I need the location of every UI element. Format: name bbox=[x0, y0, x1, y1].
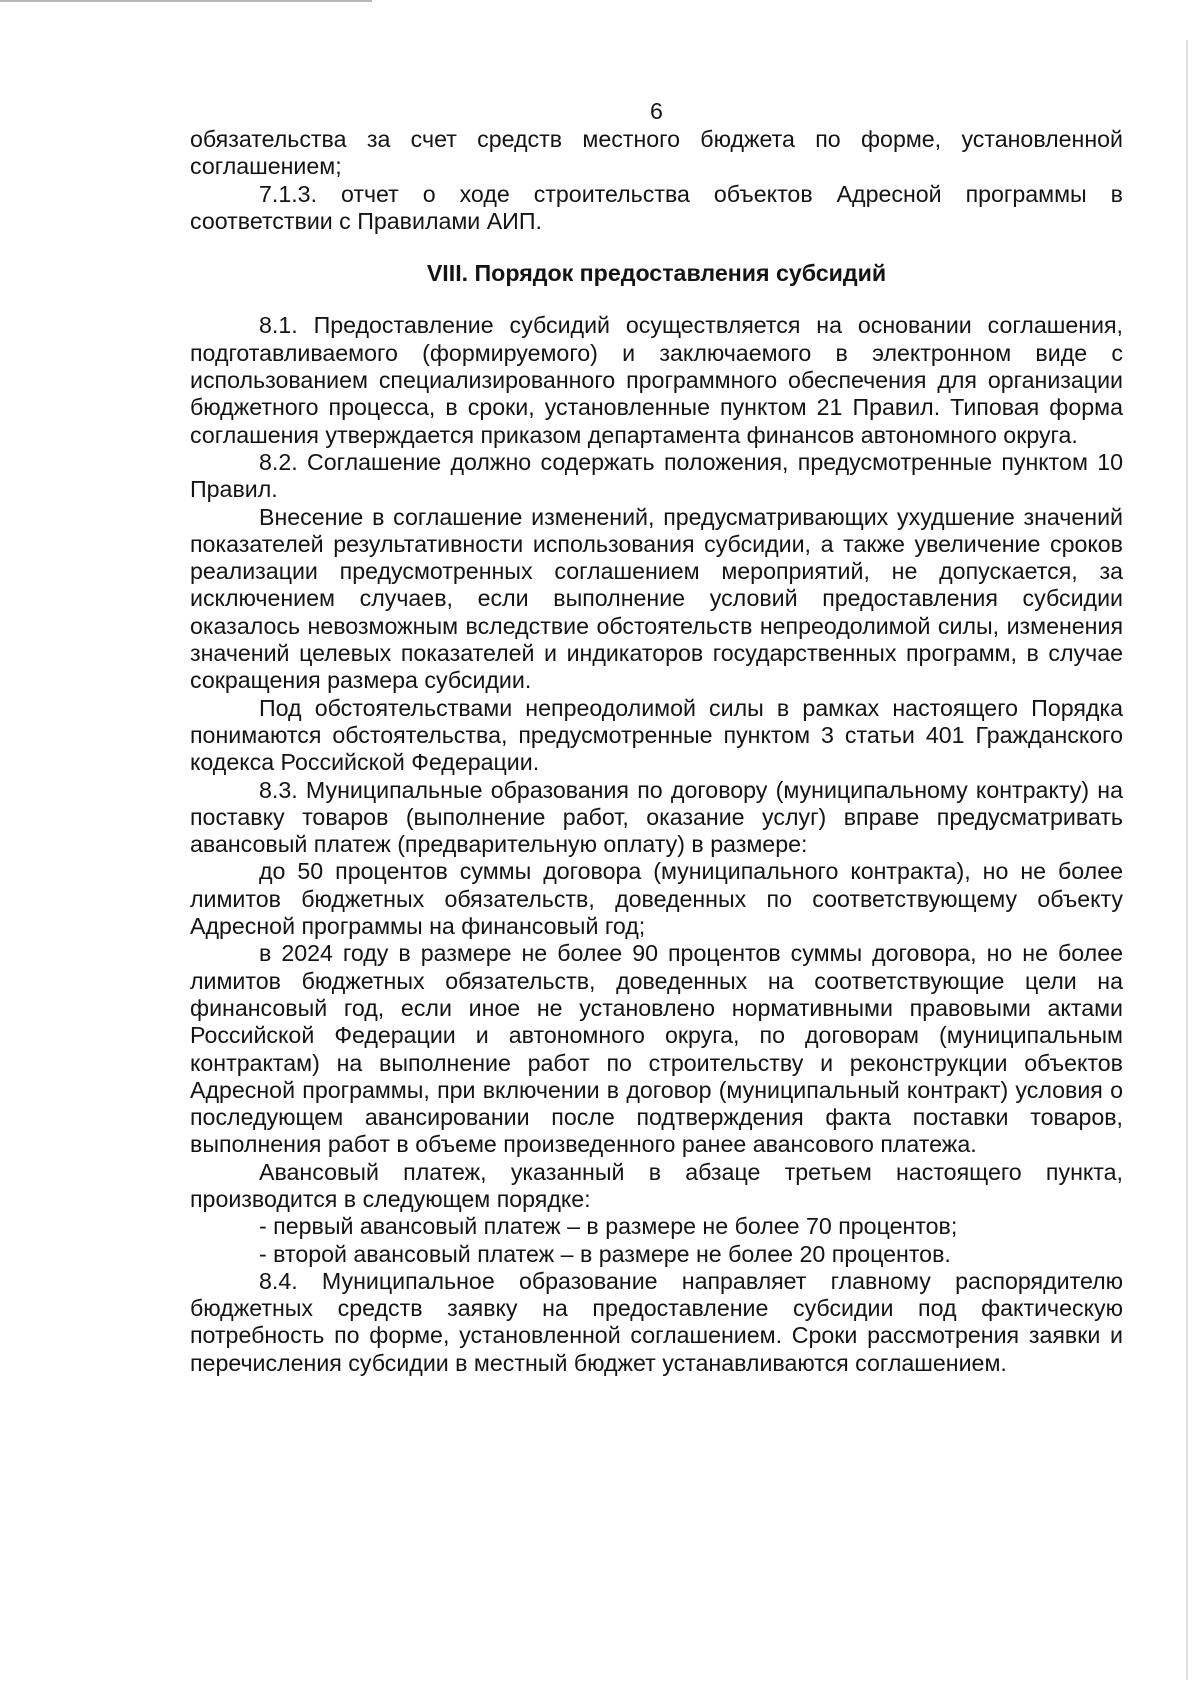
paragraph-continuation: обязательства за счет средств местного бюджета по форме, установленной соглашением; bbox=[190, 126, 1123, 180]
document-body bbox=[190, 96, 1123, 1377]
page-number: 6 bbox=[650, 98, 663, 124]
paragraph-7-1-3: 7.1.3. отчет о ходе строительства объектов Адресной программы в соответствии с Правилами АИП. bbox=[190, 180, 1123, 234]
paragraph-8-2: 8.2. Соглашение должно содержать положения, предусмотренные пунктом 10 Правил. bbox=[190, 448, 1123, 503]
scan-edge-right bbox=[1186, 40, 1188, 1680]
list-item-first-advance: - первый авансовый платеж – в размере не более 70 процентов; bbox=[259, 1213, 958, 1240]
section-heading: VIII. Порядок предоставления субсидий bbox=[426, 260, 887, 287]
paragraph-advance-50: до 50 процентов суммы договора (муниципального контракта), но не более лимитов бюджетных обязательств, доведенных по соответствующему объекту Адресной программы на финансовый год; bbox=[190, 858, 1123, 940]
paragraph-advance-order: Авансовый платеж, указанный в абзаце третьем настоящего пункта, производится в следующем порядке: bbox=[190, 1158, 1123, 1212]
paragraph-force-majeure: Под обстоятельствами непреодолимой силы в рамках настоящего Порядка понимаются обстоятельства, предусмотренные пунктом 3 статьи 401 Гражданского кодекса Российской Федерации. bbox=[190, 694, 1123, 776]
paragraph-advance-2024: в 2024 году в размере не более 90 процентов суммы договора, но не более лимитов бюджетных обязательств, доведенных на соответствующие цели на финансовый год, если иное не установлено нормативными правовыми актами Российской Федерации и автономного округа, по договорам (муниципальным контрактам) на выполнение работ по строительству и реконструкции объектов Адресной программы, при включении в договор (муниципальный контракт) условия о последующем авансировании после подтверждения факта поставки товаров, выполнения работ в объеме произведенного ранее авансового платежа. bbox=[190, 940, 1123, 1158]
paragraph-8-3: 8.3. Муниципальные образования по договору (муниципальному контракту) на поставку товаров (выполнение работ, оказание услуг) вправе предусматривать авансовый платеж (предварительную оплату) в размере: bbox=[190, 776, 1123, 858]
paragraph-8-4: 8.4. Муниципальное образование направляет главному распорядителю бюджетных средств заявку на предоставление субсидии под фактическую потребность по форме, установленной соглашением. Сроки рассмотрения заявки и перечисления субсидии в местный бюджет устанавливаются соглашением. bbox=[190, 1267, 1123, 1376]
paragraph-8-1: 8.1. Предоставление субсидий осуществляется на основании соглашения, подготавливаемого (формируемого) и заключаемого в электронном виде с использованием специализированного программного обеспечения для организации бюджетного процесса, в сроки, установленные пунктом 21 Правил. Типовая форма соглашения утверждается приказом департамента финансов автономного округа. bbox=[190, 312, 1123, 448]
list-item-second-advance: - второй авансовый платеж – в размере не более 20 процентов. bbox=[259, 1240, 951, 1267]
scan-edge-top bbox=[0, 0, 372, 2]
paragraph-amendments: Внесение в соглашение изменений, предусматривающих ухудшение значений показателей результативности использования субсидии, а также увеличение сроков реализации предусмотренных соглашением мероприятий, не допускается, за исключением случаев, если выполнение условий предоставления субсидии оказалось невозможным вследствие обстоятельств непреодолимой силы, изменения значений целевых показателей и индикаторов государственных программ, в случае сокращения размера субсидии. bbox=[190, 503, 1123, 694]
